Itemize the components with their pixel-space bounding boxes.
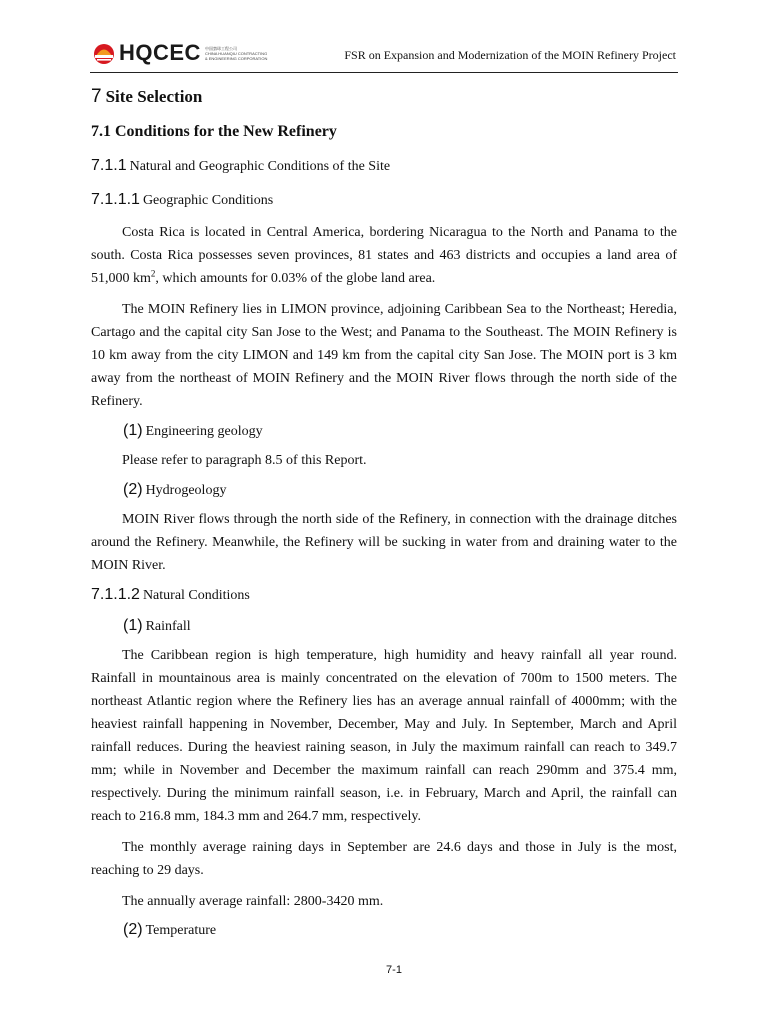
logo-subtitle-en2: & ENGINEERING CORPORATION: [204, 55, 268, 61]
paragraph-moin-river: MOIN River flows through the north side of the Refinery, in connection with the drainage ditches around the Refinery. Meanwhile, the Refinery will be sucking in water from and draining water to the MOIN River.: [91, 512, 677, 573]
item-title: Hydrogeology: [145, 483, 227, 498]
subsection-title: Natural and Geographic Conditions of the Site: [129, 159, 391, 174]
logo-subtitle: [205, 46, 267, 61]
document-title: FSR on Expansion and Modernization of the MOIN Refinery Project: [344, 48, 676, 62]
section-title: Conditions for the New Refinery: [115, 123, 337, 140]
chapter-title: Site Selection: [105, 87, 203, 106]
subsubsection-title: Geographic Conditions: [142, 193, 274, 208]
page-number: 7-1: [386, 964, 402, 976]
subsubsection-number: 7.1.1.2: [91, 586, 140, 603]
list-item-rainfall: [123, 613, 677, 639]
subsection-heading: [91, 153, 677, 179]
superscript: 2: [150, 268, 156, 279]
item-title: Rainfall: [145, 619, 191, 634]
page-header: [90, 36, 678, 73]
list-item-hydrogeology: [123, 477, 677, 503]
subsubsection-heading-natural: [91, 582, 677, 608]
subsubsection-title: Natural Conditions: [142, 588, 250, 603]
chapter-number: 7: [91, 86, 102, 107]
paragraph-refer: Please refer to paragraph 8.5 of this Report.: [122, 453, 367, 468]
logo-subtitle-en1: CHINA HUANQIU CONTRACTING: [204, 50, 268, 56]
document-body: [91, 84, 677, 943]
hqcec-logo-icon: [92, 41, 116, 65]
logo-text: HQCEC: [119, 40, 201, 65]
item-number: (2): [123, 921, 143, 938]
paragraph-annual-rainfall: The annually average rainfall: 2800-3420 mm.: [122, 894, 384, 909]
paragraph-refinery-location: The MOIN Refinery lies in LIMON province, adjoining Caribbean Sea to the Northeast; Heredia, Cartago and the capital city San Jose to the West; and Panama to the Southeast. The MOIN Refinery is 10 km away from the city LIMON and 149 km from the capital city San Jose. The MOIN port is 3 km away from the northeast of MOIN Refinery and the MOIN River flows through the north side of the Refinery.: [91, 302, 677, 409]
chapter-heading: [91, 84, 677, 110]
subsubsection-heading-geographic: [91, 187, 677, 213]
paragraph-text: Costa Rica is located in Central America, bordering Nicaragua to the North and Panama to the south. Costa Rica possesses seven provinces, 81 states and 463 districts and occupies a land area of 51,000 km: [91, 225, 677, 286]
subsection-number: 7.1.1: [91, 157, 127, 174]
company-logo: [92, 40, 267, 66]
paragraph-raining-days: The monthly average raining days in September are 24.6 days and those in July is the most, reaching to 29 days.: [91, 840, 677, 878]
logo-subtitle-cn: 中国寰球工程公司: [204, 45, 237, 51]
paragraph-costa-rica: [91, 221, 677, 290]
item-title: Engineering geology: [145, 424, 263, 439]
item-number: (2): [123, 481, 143, 498]
item-number: (1): [123, 422, 143, 439]
item-number: (1): [123, 617, 143, 634]
paragraph-rainfall: The Caribbean region is high temperature, high humidity and heavy rainfall all year round. Rainfall in mountainous area is mainly concentrated on the elevation of 700m to 1500 meters. The northeast Atlantic region where the Refinery lies has an average annual rainfall of 4000mm; with the heaviest rainfall happening in November, December, May and July. In September, March and April rainfall reduces. During the heaviest raining season, in July the maximum rainfall can reach to 349.7 mm; while in November and December the maximum rainfall can reach 290mm and 375.4 mm, respectively. During the minimum rainfall season, i.e. in February, March and April, the rainfall can reach to 216.8 mm, 184.3 mm and 264.7 mm, respectively.: [91, 648, 677, 824]
section-heading: [91, 119, 677, 145]
section-number: 7.1: [91, 123, 111, 140]
subsubsection-number: 7.1.1.1: [91, 191, 140, 208]
list-item-temperature: [123, 917, 677, 943]
list-item-engineering-geology: [123, 418, 677, 444]
paragraph-text: , which amounts for 0.03% of the globe land area.: [155, 271, 436, 286]
item-title: Temperature: [145, 923, 217, 938]
